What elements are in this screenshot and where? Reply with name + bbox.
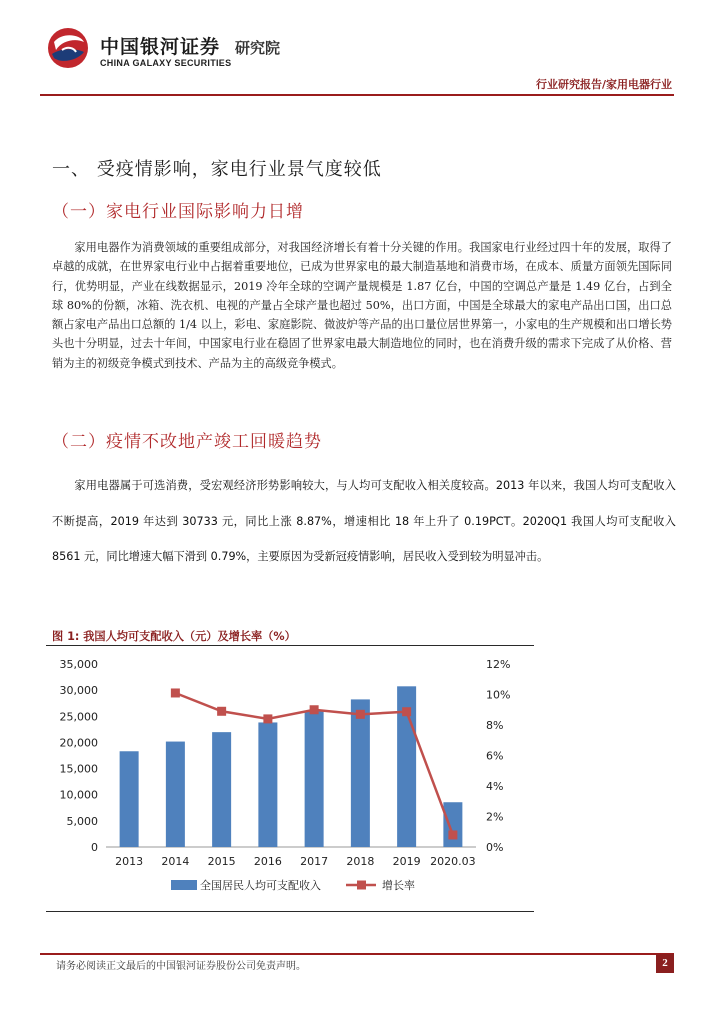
page-number: 2 (656, 954, 674, 973)
y-right-tick-label: 0% (486, 841, 504, 854)
disclaimer-text: 请务必阅读正文最后的中国银河证券股份公司免责声明。 (56, 961, 306, 972)
y-right-tick-label: 6% (486, 749, 504, 763)
x-tick-label: 2017 (300, 855, 329, 868)
footer-divider (40, 953, 674, 955)
growth-rate-point (448, 830, 457, 839)
growth-rate-point (171, 688, 180, 697)
bar (212, 732, 231, 847)
logo-institute: 研究院 (235, 39, 281, 57)
y-left-tick-label: 35,000 (59, 658, 98, 671)
header-divider (40, 94, 674, 96)
y-right-tick-label: 10% (486, 688, 511, 702)
company-logo (40, 22, 310, 80)
logo-chinese-name: 中国银河证券 (100, 36, 221, 58)
subsection-title-2: （二）疫情不改地产竣工回暖趋势 (52, 432, 322, 452)
subsection-title-1: （一）家电行业国际影响力日增 (52, 202, 304, 222)
x-tick-label: 2020.03 (430, 855, 476, 868)
growth-rate-point (263, 714, 272, 723)
bar (351, 699, 370, 847)
figure-top-rule (46, 645, 534, 646)
y-left-tick-label: 25,000 (59, 710, 98, 724)
y-left-tick-label: 30,000 (59, 684, 98, 698)
x-tick-label: 2015 (207, 855, 236, 868)
bar (166, 742, 185, 847)
figure-bottom-rule (46, 911, 534, 912)
legend-bar-label: 全国居民人均可支配收入 (200, 879, 321, 892)
section-title: 一、 受疫情影响，家电行业景气度较低 (52, 159, 382, 180)
legend-line-marker (357, 881, 366, 890)
y-right-tick-label: 12% (486, 658, 511, 671)
logo-english-name: CHINA GALAXY SECURITIES (100, 58, 232, 68)
galaxy-logo-icon (46, 26, 90, 70)
bar (443, 802, 462, 847)
figure-title: 图 1: 我国人均可支配收入（元）及增长率（%） (52, 630, 296, 643)
x-tick-label: 2013 (115, 855, 144, 868)
bar (305, 711, 324, 847)
y-left-tick-label: 0 (91, 841, 98, 854)
y-left-tick-label: 15,000 (59, 762, 98, 776)
y-left-tick-label: 5,000 (66, 814, 98, 828)
growth-rate-point (310, 705, 319, 714)
growth-rate-point (217, 707, 226, 716)
growth-rate-point (402, 707, 411, 716)
paragraph-1: 家用电器作为消费领域的重要组成部分，对我国经济增长有着十分关键的作用。我国家电行业经过四十年的发展，取得了卓越的成就，在世界家电行业中占据着重要地位，已成为世界家电的最大制造基地和消费市场，在成本、质量方面领先国际同行，优势明显，产业在线数据显示，2019 冷年全球的空调产量规模是 1.87 亿台，中国的空调总产量是 1.49 亿台，占到全球 80%的份额，冰箱、洗衣机、电视的产量占全球产量也超过 50%，出口方面，中国是全球最大的家电产品出口国，出口总额占家电产品出口总额的 1/4 以上，彩电、家庭影院、微波炉等产品的出口量位居世界第一，小家电的生产规模和出口增长势头也十分明显，过去十年间，中国家电行业在稳固了世界家电最大制造地位的同时，也在消费升级的需求下完成了从价格、营销为主的初级竞争模式到技术、产品为主的高级竞争模式。 (52, 241, 672, 370)
y-right-tick-label: 4% (486, 780, 504, 793)
paragraph-2: 家用电器属于可选消费，受宏观经济形势影响较大，与人均可支配收入相关度较高。2013 年以来，我国人均可支配收入不断提高，2019 年达到 30733 元，同比上涨 8.87%，增速相比 18 年上升了 0.19PCT。2020Q1 我国人均可支配收入 8561 元，同比增速大幅下滑到 0.79%，主要原因为受新冠疫情影响，居民收入受到较为明显冲击。 (52, 479, 676, 563)
y-right-tick-label: 2% (486, 810, 504, 824)
bar (258, 722, 277, 847)
x-tick-label: 2019 (392, 855, 421, 868)
x-tick-label: 2018 (346, 855, 375, 868)
x-tick-label: 2016 (253, 855, 282, 868)
y-left-tick-label: 10,000 (59, 788, 98, 802)
report-category: 行业研究报告/家用电器行业 (535, 78, 672, 91)
income-chart (46, 648, 536, 910)
bar (120, 751, 139, 847)
legend-line-label: 增长率 (382, 879, 415, 892)
growth-rate-point (356, 710, 365, 719)
y-left-tick-label: 20,000 (59, 736, 98, 750)
legend-bar-swatch (171, 880, 197, 890)
x-tick-label: 2014 (161, 855, 190, 868)
y-right-tick-label: 8% (486, 719, 504, 732)
